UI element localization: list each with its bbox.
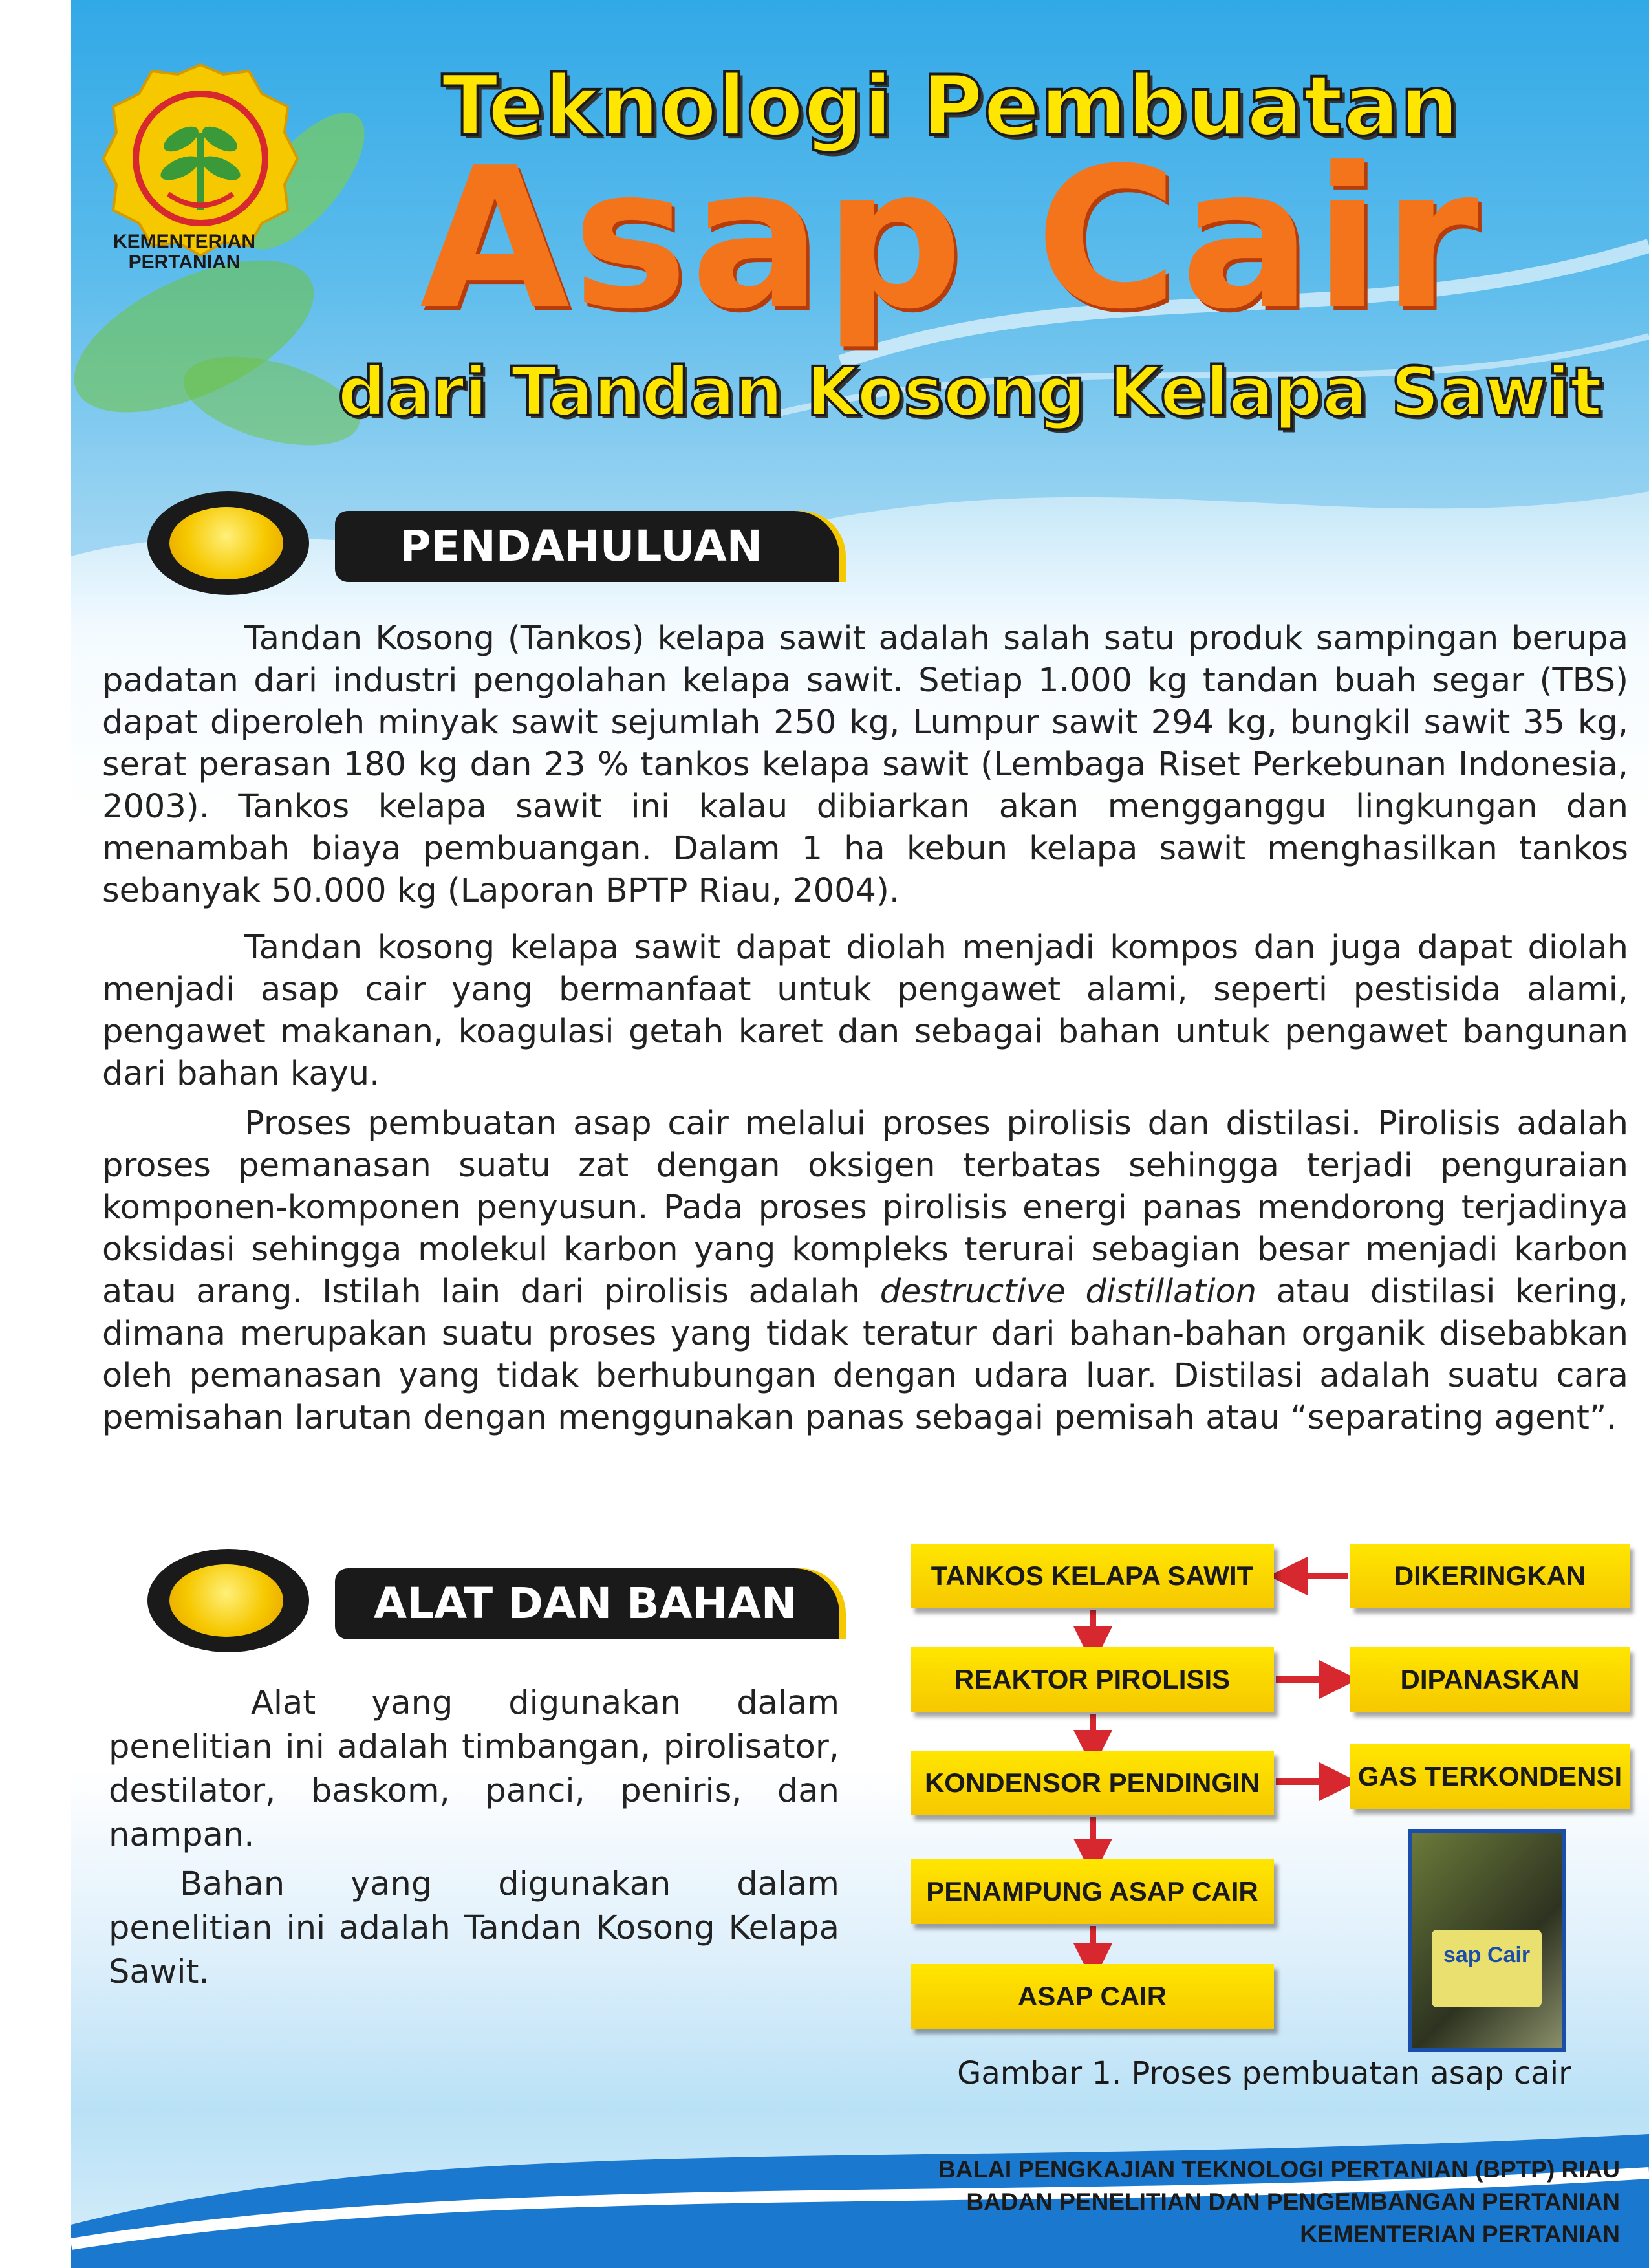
bottle-image [1412,1833,1562,2048]
flow-box-gas-terkondensi: GAS TERKONDENSI [1350,1744,1630,1809]
footer-institution [808,2154,1620,2251]
paragraph-2: Tandan kosong kelapa sawit dapat diolah menjadi kompos dan juga dapat diolah menjadi asap cair yang bermanfaat untuk pengawet alami, seperti pestisida alami, pengawet makanan, koagulasi getah karet dan sebagai bahan untuk pengawet bangunan dari bahan kayu. [102,929,1628,1093]
paragraph-3-italic: destructive distillation [879,1273,1257,1311]
paragraph-3-part-a: Proses pembuatan asap cair melalui proses pirolisis dan distilasi. Pirolisis adalah proses pemanasan suatu zat dengan oksigen terbatas sehingga terjadi penguraian komponen-komponen penyusun. Pada proses pirolisis energi panas mendorong terjadinya oksidasi sehingga molekul karbon yang kompleks terurai sebagian besar menjadi karbon atau arang. Istilah lain dari pirolisis adalah [102,1105,1628,1311]
title-main: Asap Cair [420,126,1482,352]
figure-caption: Gambar 1. Proses pembuatan asap cair [957,2055,1571,2091]
footer-line1: BALAI PENGKAJIAN TEKNOLOGI PERTANIAN (BPTP) RIAU [938,2156,1620,2183]
flow-box-dipanaskan: DIPANASKAN [1350,1647,1630,1712]
flow-box-reaktor: REAKTOR PIROLISIS [911,1647,1274,1712]
title-sub: dari Tandan Kosong Kelapa Sawit [338,352,1602,431]
flow-box-dikeringkan: DIKERINGKAN [1350,1544,1630,1608]
footer-line3: KEMENTERIAN PERTANIAN [1300,2221,1620,2247]
bottle-label [1432,1930,1542,2007]
bottle-label-text: sap Cair [1443,1943,1531,1967]
flow-box-asap-cair: ASAP CAIR [911,1964,1274,2029]
alat-paragraph: Alat yang digunakan dalam penelitian ini adalah timbangan, pirolisator, destilator, baskom, panci, peniris, dan nampan. [109,1684,839,1854]
paragraph-1: Tandan Kosong (Tankos) kelapa sawit adalah salah satu produk sampingan berupa padatan dari industri pengolahan kelapa sawit. Setiap 1.000 kg tandan buah segar (TBS) dapat diperoleh minyak sawit sejumlah 250 kg, Lumpur sawit 294 kg, bungkil sawit 35 kg, serat perasan 180 kg dan 23 % tankos kelapa sawit (Lembaga Riset Perkebunan Indonesia, 2003). Tankos kelapa sawit ini kalau dibiarkan akan mengganggu lingkungan dan menambah biaya pembuangan. Dalam 1 ha kebun kelapa sawit menghasilkan tankos sebanyak 50.000 kg (Laporan BPTP Riau, 2004). [102,620,1628,910]
heading-text-alat-bahan: ALAT DAN BAHAN [374,1579,797,1628]
flow-box-tankos: TANKOS KELAPA SAWIT [911,1544,1274,1608]
footer-line2: BADAN PENELITIAN DAN PENGEMBANGAN PERTANIAN [966,2188,1620,2215]
bahan-paragraph: Bahan yang digunakan dalam penelitian ini adalah Tandan Kosong Kelapa Sawit. [109,1865,839,1991]
paragraph-3-part-b: atau distilasi kering, dimana merupakan suatu proses yang tidak teratur dari bahan-bahan organik disebabkan oleh pemanasan yang tidak berhubungan dengan udara luar. Distilasi adalah suatu cara pemisahan larutan dengan menggunakan panas sebagai pemisah atau “separating agent”. [102,1273,1628,1437]
logo-label-line1: KEMENTERIAN [113,231,255,252]
logo-label-line2: PERTANIAN [128,252,241,273]
flow-box-kondensor: KONDENSOR PENDINGIN [911,1751,1274,1815]
flow-box-penampung: PENAMPUNG ASAP CAIR [911,1859,1274,1924]
product-photo [1408,1829,1566,2052]
heading-text-pendahuluan: PENDAHULUAN [400,521,762,571]
title-top: Teknologi Pembuatan [442,58,1460,155]
